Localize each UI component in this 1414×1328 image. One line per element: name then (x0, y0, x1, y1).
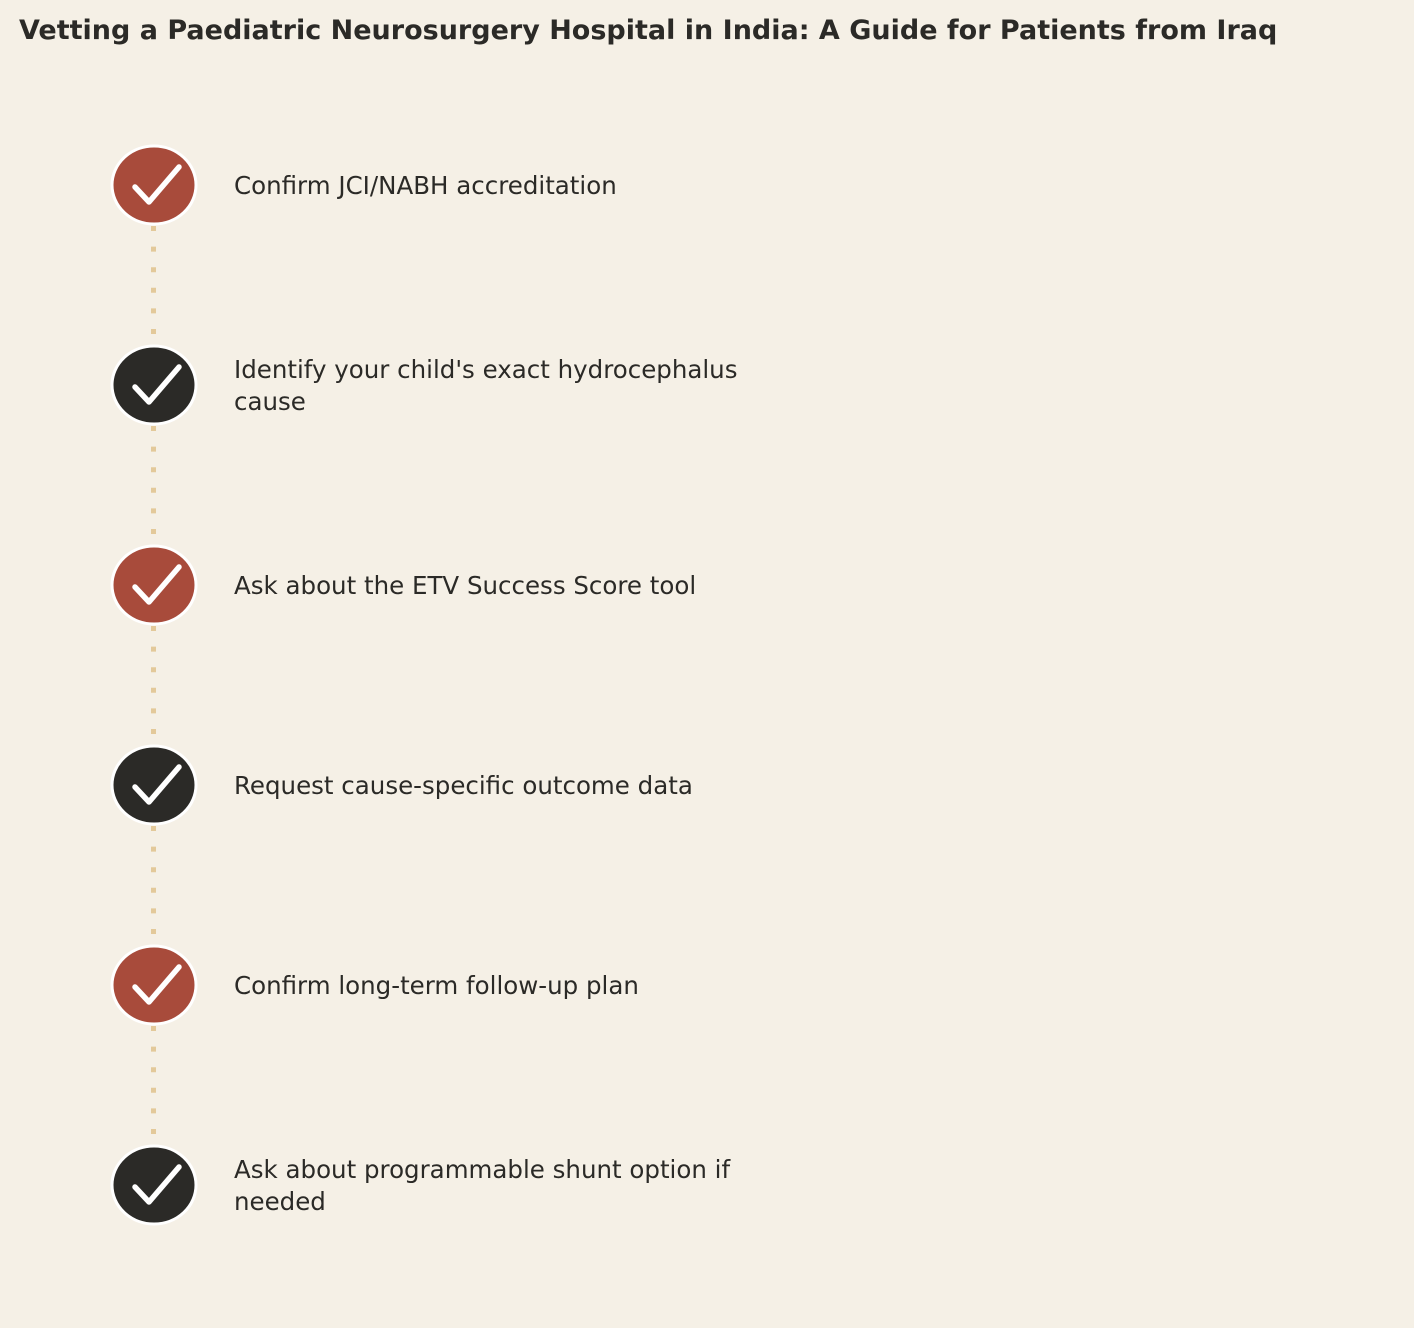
checklist-item-label: Request cause-specific outcome data (234, 771, 693, 800)
checkmark-icon (110, 1144, 198, 1226)
checkmark-icon (110, 744, 198, 826)
checklist-item (0, 744, 1414, 828)
page-title: Vetting a Paediatric Neurosurgery Hospital in India: A Guide for Patients from Iraq (19, 15, 1278, 46)
checkmark-icon (110, 544, 198, 626)
checklist-item (0, 544, 1414, 628)
checklist-item (0, 1144, 1414, 1228)
checkmark-icon (110, 144, 198, 226)
connector-line (149, 226, 158, 344)
checklist-item-label: Ask about the ETV Success Score tool (234, 571, 697, 600)
checklist-item-label: Confirm long-term follow-up plan (234, 971, 639, 1000)
checklist-item (0, 944, 1414, 1028)
connector-line (149, 426, 158, 544)
connector-line (149, 826, 158, 944)
checkmark-icon (110, 944, 198, 1026)
connector-line (149, 626, 158, 744)
checklist-item-label: Identify your child's exact hydrocephalus cause (234, 355, 738, 416)
checkmark-icon (110, 344, 198, 426)
checklist-item (0, 344, 1414, 428)
checklist-item-label: Ask about programmable shunt option if needed (234, 1155, 731, 1216)
connector-line (149, 1026, 158, 1144)
checklist-item (0, 144, 1414, 228)
checklist-item-label: Confirm JCI/NABH accreditation (234, 171, 617, 200)
